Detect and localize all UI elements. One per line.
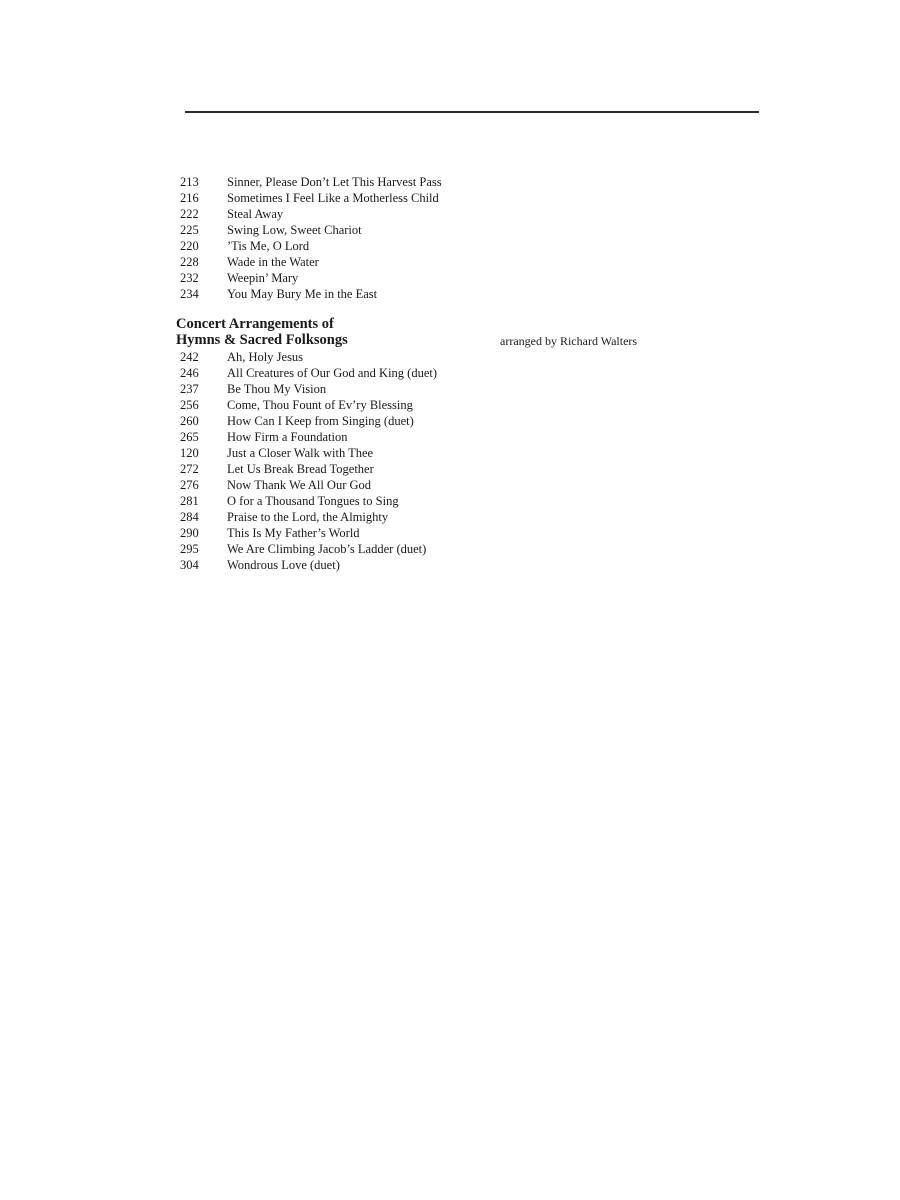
song-title: All Creatures of Our God and King (duet)	[227, 366, 438, 380]
contents-entry[interactable]	[176, 445, 437, 461]
song-title: Wade in the Water	[227, 255, 319, 269]
spirituals-contents-list	[176, 174, 442, 302]
song-title: Ah, Holy Jesus	[227, 350, 304, 364]
contents-entry[interactable]	[176, 190, 442, 206]
contents-entry[interactable]	[176, 349, 437, 365]
contents-entry[interactable]	[176, 270, 442, 286]
page-number: 276	[180, 478, 199, 492]
contents-entry[interactable]	[176, 541, 437, 557]
contents-entry[interactable]	[176, 174, 442, 190]
song-title: Wondrous Love (duet)	[227, 558, 340, 572]
song-title: You May Bury Me in the East	[227, 287, 378, 301]
song-title: How Can I Keep from Singing (duet)	[227, 414, 414, 428]
contents-entry[interactable]	[176, 206, 442, 222]
page-number: 246	[180, 366, 199, 380]
song-title: ’Tis Me, O Lord	[227, 239, 310, 253]
page-number: 304	[180, 558, 199, 572]
song-title: We Are Climbing Jacob’s Ladder (duet)	[227, 542, 427, 556]
page-number: 225	[180, 223, 199, 237]
song-title: Sometimes I Feel Like a Motherless Child	[227, 191, 439, 205]
page-number: 234	[180, 287, 199, 301]
song-title: Now Thank We All Our God	[227, 478, 372, 492]
contents-entry[interactable]	[176, 238, 442, 254]
song-title: How Firm a Foundation	[227, 430, 348, 444]
page-number: 284	[180, 510, 199, 524]
song-title: Come, Thou Fount of Ev’ry Blessing	[227, 398, 413, 412]
contents-entry[interactable]	[176, 525, 437, 541]
contents-entry[interactable]	[176, 509, 437, 525]
contents-entry[interactable]	[176, 493, 437, 509]
contents-entry[interactable]	[176, 397, 437, 413]
contents-entry[interactable]	[176, 286, 442, 302]
contents-entry[interactable]	[176, 477, 437, 493]
page-number: 228	[180, 255, 199, 269]
arranger-credit: arranged by Richard Walters	[500, 334, 638, 348]
song-title: Sinner, Please Don’t Let This Harvest Pass	[227, 175, 442, 189]
page-number: 232	[180, 271, 199, 285]
song-title: Weepin’ Mary	[227, 271, 299, 285]
page-number: 260	[180, 414, 199, 428]
song-title: Let Us Break Bread Together	[227, 462, 374, 476]
page-number: 256	[180, 398, 199, 412]
page-number: 281	[180, 494, 199, 508]
page-number: 237	[180, 382, 199, 396]
song-title: Be Thou My Vision	[227, 382, 327, 396]
page-number: 216	[180, 191, 199, 205]
top-rule-divider	[185, 111, 759, 113]
contents-entry[interactable]	[176, 413, 437, 429]
song-title: This Is My Father’s World	[227, 526, 360, 540]
contents-entry[interactable]	[176, 222, 442, 238]
page-number: 265	[180, 430, 199, 444]
contents-entry[interactable]	[176, 461, 437, 477]
page-number: 222	[180, 207, 199, 221]
page-number: 220	[180, 239, 199, 253]
contents-entry[interactable]	[176, 429, 437, 445]
contents-entry[interactable]	[176, 365, 437, 381]
song-title: Praise to the Lord, the Almighty	[227, 510, 389, 524]
page-number: 272	[180, 462, 199, 476]
page-number: 120	[180, 446, 199, 460]
contents-entry[interactable]	[176, 254, 442, 270]
song-title: Steal Away	[227, 207, 284, 221]
contents-entry[interactable]	[176, 381, 437, 397]
contents-entry[interactable]	[176, 557, 437, 573]
page-number: 295	[180, 542, 199, 556]
song-title: Swing Low, Sweet Chariot	[227, 223, 362, 237]
hymns-contents-list	[176, 349, 437, 573]
page-number: 242	[180, 350, 199, 364]
page-number: 290	[180, 526, 199, 540]
song-title: Just a Closer Walk with Thee	[227, 446, 374, 460]
section-heading-line-2: Hymns & Sacred Folksongs	[176, 332, 348, 348]
page-number: 213	[180, 175, 199, 189]
song-title: O for a Thousand Tongues to Sing	[227, 494, 399, 508]
section-heading-line-1: Concert Arrangements of	[176, 316, 334, 332]
